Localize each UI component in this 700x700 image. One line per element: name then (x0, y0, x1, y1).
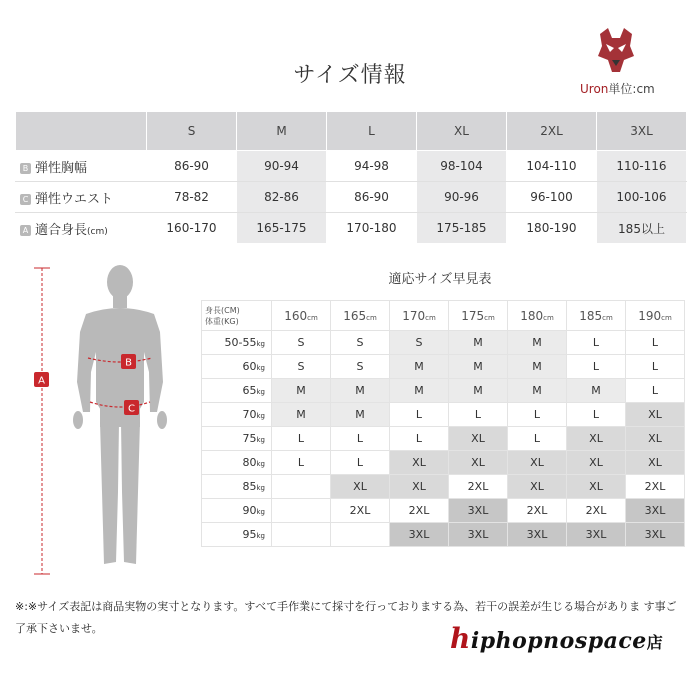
size-recommendation-cell: S (272, 331, 331, 355)
weight-value: 70 (242, 408, 257, 421)
size-recommendation-cell (272, 475, 331, 499)
size-header-cell: L (327, 112, 417, 151)
size-cell: 180-190 (507, 213, 597, 244)
weight-unit: kg (256, 388, 265, 396)
size-recommendation-cell: 2XL (331, 499, 390, 523)
weight-label-cell (202, 331, 272, 355)
size-recommendation-cell (272, 499, 331, 523)
size-recommendation-cell: 3XL (626, 499, 685, 523)
height-header-cell (272, 301, 331, 331)
size-recommendation-cell: L (272, 427, 331, 451)
size-cell: 100-106 (597, 182, 687, 213)
size-recommendation-cell: M (567, 379, 626, 403)
size-recommendation-cell: M (508, 355, 567, 379)
shop-logo-name: iphopnospace (470, 628, 647, 654)
size-recommendation-cell: M (449, 331, 508, 355)
size-cell: 165-175 (237, 213, 327, 244)
marker-b-label: B (125, 357, 132, 369)
marker-a-label: A (38, 375, 45, 387)
size-recommendation-cell: L (626, 331, 685, 355)
height-value: 190 (638, 308, 662, 323)
size-recommendation-cell: L (331, 451, 390, 475)
size-cell: 175-185 (417, 213, 507, 244)
page-title: サイズ情報 (293, 63, 407, 88)
weight-row (202, 451, 685, 475)
height-unit: cm (307, 313, 318, 322)
size-cell: 78-82 (147, 182, 237, 213)
size-row (16, 213, 687, 244)
weight-row (202, 475, 685, 499)
weight-label-cell (202, 475, 272, 499)
size-recommendation-cell: M (331, 403, 390, 427)
weight-value: 65 (242, 384, 257, 397)
size-recommendation-cell: XL (567, 451, 626, 475)
weight-row (202, 403, 685, 427)
size-recommendation-cell: XL (567, 475, 626, 499)
height-value: 180 (520, 308, 544, 323)
size-recommendation-cell: XL (331, 475, 390, 499)
shop-logo (450, 622, 663, 655)
weight-label-cell (202, 427, 272, 451)
size-row-label (16, 213, 147, 244)
height-unit: cm (602, 313, 613, 322)
size-cell: 82-86 (237, 182, 327, 213)
size-recommendation-cell: L (567, 403, 626, 427)
height-unit: cm (366, 313, 377, 322)
height-value: 165 (343, 308, 367, 323)
size-cell: 104-110 (507, 151, 597, 182)
height-header-cell (390, 301, 449, 331)
footnote: ※:※サイズ表記は商品実物の実寸となります。すべて手作業にて採寸を行っておりまする為、若干の誤差が生じる場合がありま す事ご了承下さいませ。 (15, 600, 677, 635)
marker-a (34, 372, 49, 387)
shop-logo-suffix: 店 (646, 633, 664, 652)
size-recommendation-cell: 3XL (508, 523, 567, 547)
size-cell: 86-90 (327, 182, 417, 213)
size-recommendation-cell: 2XL (567, 499, 626, 523)
size-recommendation-cell: 2XL (390, 499, 449, 523)
size-recommendation-cell: 2XL (626, 475, 685, 499)
size-cell: 96-100 (507, 182, 597, 213)
height-value: 170 (402, 308, 426, 323)
weight-unit: kg (256, 532, 265, 540)
weight-label-cell (202, 499, 272, 523)
unit-label: 単位:cm (608, 82, 655, 96)
weight-label-cell (202, 379, 272, 403)
size-recommendation-cell: M (331, 379, 390, 403)
size-recommendation-cell: S (272, 355, 331, 379)
quick-header-row (202, 301, 685, 331)
height-value: 185 (579, 308, 603, 323)
size-cell: 86-90 (147, 151, 237, 182)
size-recommendation-cell: S (331, 355, 390, 379)
height-unit: cm (425, 313, 436, 322)
size-row-label (16, 151, 147, 182)
height-header-cell (626, 301, 685, 331)
size-recommendation-cell: L (567, 331, 626, 355)
weight-label-cell (202, 523, 272, 547)
size-recommendation-cell: XL (567, 427, 626, 451)
height-header-cell (449, 301, 508, 331)
quick-chart-title: 適応サイズ早見表 (388, 272, 492, 287)
weight-label-cell (202, 355, 272, 379)
size-recommendation-cell: 3XL (449, 523, 508, 547)
size-recommendation-cell: M (508, 331, 567, 355)
row-label-text: 弾性ウエスト (35, 191, 114, 207)
weight-row (202, 499, 685, 523)
brand-name: Uron (580, 82, 609, 96)
size-cell: 94-98 (327, 151, 417, 182)
height-header-cell (508, 301, 567, 331)
marker-b (121, 354, 136, 369)
size-recommendation-cell: M (508, 379, 567, 403)
size-cell: 170-180 (327, 213, 417, 244)
row-label-text: 適合身長 (35, 222, 88, 238)
row-letter-badge: C (20, 194, 31, 205)
size-cell: 98-104 (417, 151, 507, 182)
weight-row (202, 379, 685, 403)
height-value: 175 (461, 308, 485, 323)
corner-weight-label: 体重(KG) (205, 316, 239, 326)
height-unit: cm (661, 313, 672, 322)
weight-unit: kg (256, 460, 265, 468)
weight-unit: kg (256, 340, 265, 348)
size-recommendation-cell: 3XL (449, 499, 508, 523)
marker-c-label: C (128, 403, 135, 415)
weight-row (202, 355, 685, 379)
weight-row (202, 427, 685, 451)
row-letter-badge: A (20, 225, 31, 236)
weight-label-cell (202, 403, 272, 427)
weight-row (202, 523, 685, 547)
weight-unit: kg (256, 508, 265, 516)
height-unit: cm (543, 313, 554, 322)
size-recommendation-cell: M (272, 403, 331, 427)
size-recommendation-cell: L (331, 427, 390, 451)
weight-label-cell (202, 451, 272, 475)
height-header-cell (567, 301, 626, 331)
size-recommendation-cell: 2XL (449, 475, 508, 499)
size-row-label (16, 182, 147, 213)
height-header-cell (331, 301, 390, 331)
corner-height-label: 身長(CM) (205, 305, 240, 315)
size-recommendation-cell: XL (626, 427, 685, 451)
size-recommendation-cell (331, 523, 390, 547)
size-recommendation-cell: M (449, 379, 508, 403)
size-table (15, 111, 687, 243)
marker-c (124, 400, 139, 415)
size-cell: 90-96 (417, 182, 507, 213)
weight-value: 60 (242, 360, 257, 373)
weight-value: 80 (242, 456, 257, 469)
weight-unit: kg (256, 436, 265, 444)
size-row (16, 151, 687, 182)
size-recommendation-cell: L (626, 379, 685, 403)
size-header-row (16, 112, 687, 151)
size-recommendation-cell: M (390, 379, 449, 403)
wolf-logo-icon (594, 26, 638, 76)
size-recommendation-cell: XL (508, 451, 567, 475)
size-recommendation-cell: XL (449, 451, 508, 475)
size-cell: 185以上 (597, 213, 687, 244)
weight-row (202, 331, 685, 355)
row-label-unit: (cm) (87, 226, 108, 237)
weight-value: 95 (242, 528, 257, 541)
size-recommendation-cell: M (272, 379, 331, 403)
size-recommendation-cell: L (272, 451, 331, 475)
quick-size-chart (201, 300, 685, 547)
row-label-text: 弾性胸幅 (35, 160, 88, 176)
size-recommendation-cell: L (626, 355, 685, 379)
size-recommendation-cell: 3XL (626, 523, 685, 547)
size-header-cell (16, 112, 147, 151)
size-header-cell: M (237, 112, 327, 151)
size-recommendation-cell: L (508, 403, 567, 427)
size-recommendation-cell: XL (390, 451, 449, 475)
size-recommendation-cell: XL (626, 451, 685, 475)
corner-cell (202, 301, 272, 331)
size-header-cell: S (147, 112, 237, 151)
shop-logo-initial: h (450, 622, 471, 655)
weight-value: 85 (242, 480, 257, 493)
size-header-cell: 2XL (507, 112, 597, 151)
height-value: 160 (284, 308, 308, 323)
size-recommendation-cell: XL (626, 403, 685, 427)
weight-value: 75 (242, 432, 257, 445)
body-figure (26, 262, 196, 582)
size-cell: 110-116 (597, 151, 687, 182)
weight-value: 90 (242, 504, 257, 517)
size-recommendation-cell: 3XL (390, 523, 449, 547)
size-recommendation-cell: XL (390, 475, 449, 499)
size-recommendation-cell: L (449, 403, 508, 427)
weight-value: 50-55 (224, 336, 257, 349)
size-recommendation-cell: 3XL (567, 523, 626, 547)
size-recommendation-cell: XL (449, 427, 508, 451)
size-recommendation-cell: L (390, 427, 449, 451)
height-unit: cm (484, 313, 495, 322)
size-recommendation-cell: L (508, 427, 567, 451)
size-recommendation-cell: L (390, 403, 449, 427)
size-row (16, 182, 687, 213)
size-header-cell: XL (417, 112, 507, 151)
brand-unit-label (580, 80, 655, 97)
size-cell: 160-170 (147, 213, 237, 244)
size-recommendation-cell: L (567, 355, 626, 379)
size-recommendation-cell: S (331, 331, 390, 355)
size-recommendation-cell (272, 523, 331, 547)
row-letter-badge: B (20, 163, 31, 174)
size-recommendation-cell: XL (508, 475, 567, 499)
weight-unit: kg (256, 364, 265, 372)
size-recommendation-cell: M (390, 355, 449, 379)
size-recommendation-cell: S (390, 331, 449, 355)
size-recommendation-cell: M (449, 355, 508, 379)
size-recommendation-cell: 2XL (508, 499, 567, 523)
size-cell: 90-94 (237, 151, 327, 182)
size-header-cell: 3XL (597, 112, 687, 151)
weight-unit: kg (256, 484, 265, 492)
weight-unit: kg (256, 412, 265, 420)
